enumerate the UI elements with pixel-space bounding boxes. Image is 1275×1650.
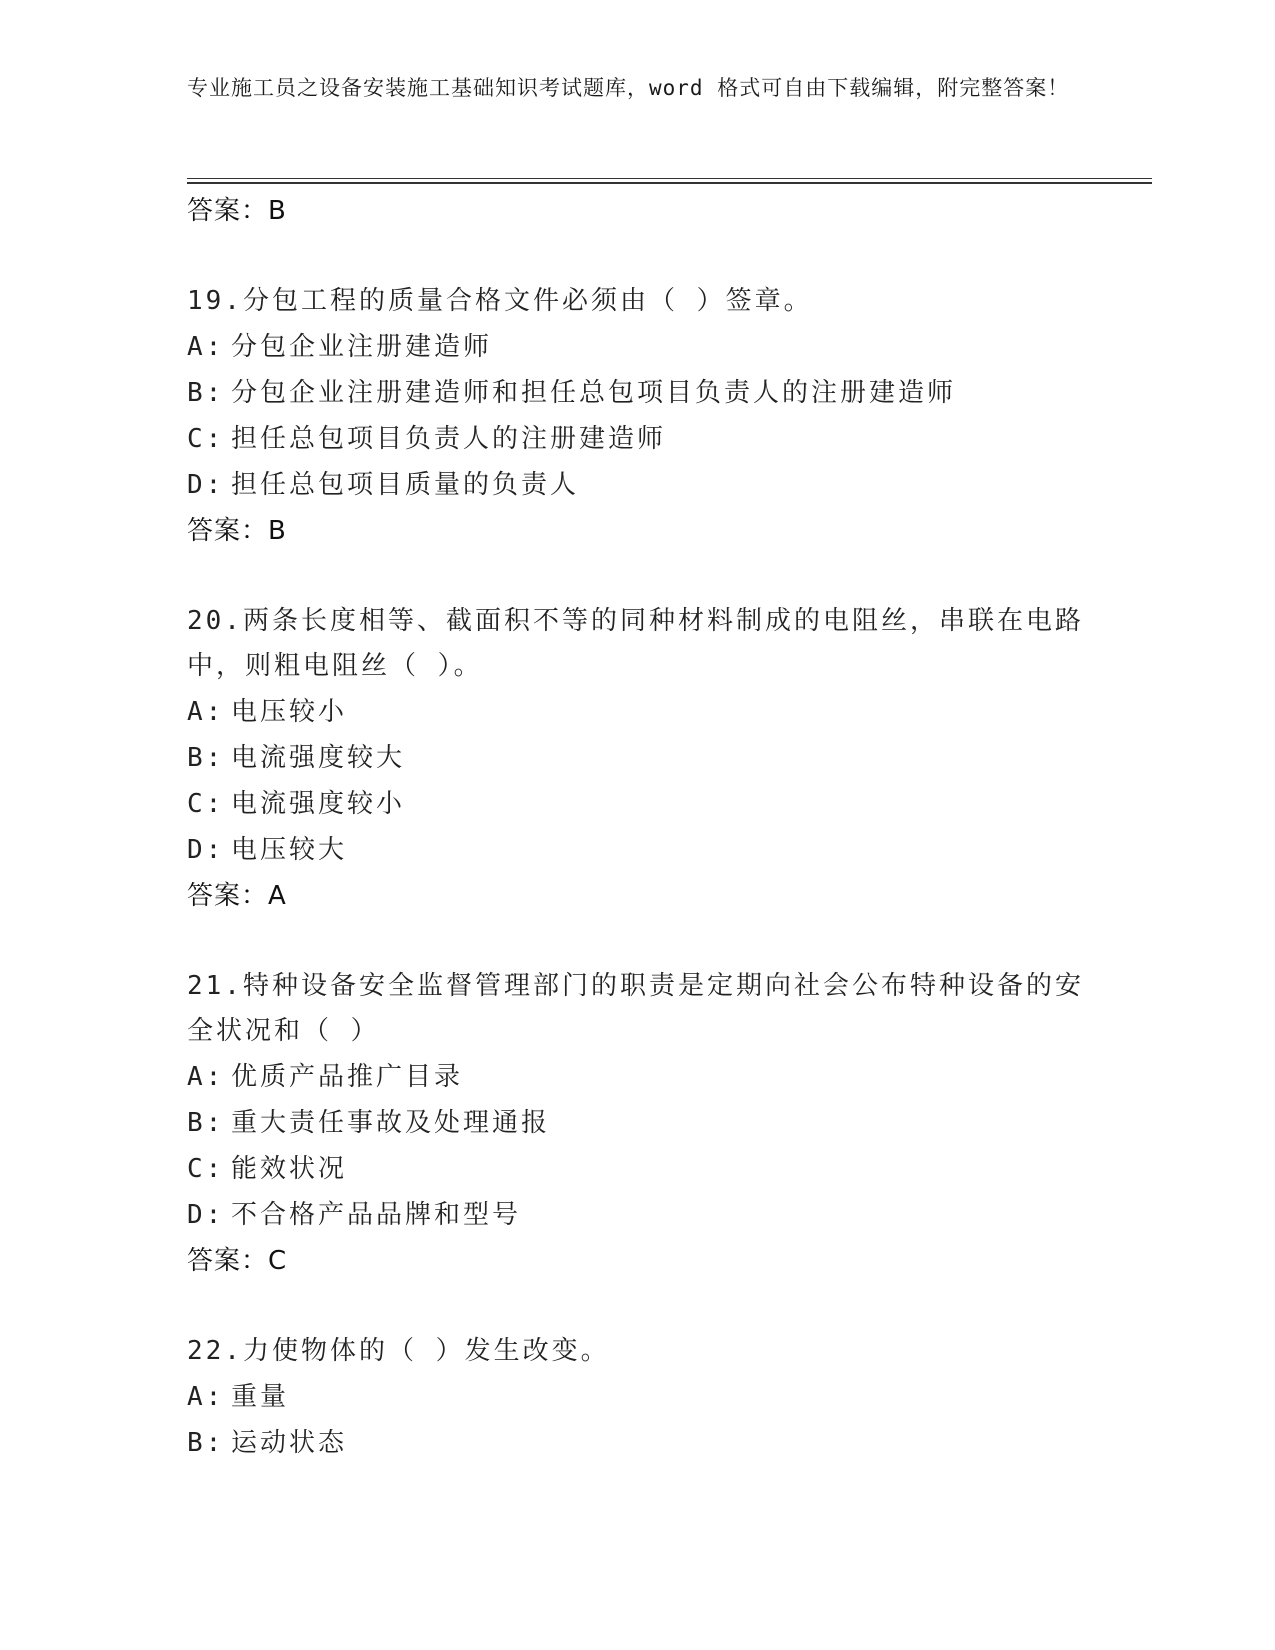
answer-value: C xyxy=(268,1246,288,1276)
option-row xyxy=(187,1374,1087,1420)
page-header: 专业施工员之设备安装施工基础知识考试题库，word 格式可自由下载编辑，附完整答案！ xyxy=(187,76,1070,100)
option-text: 电流强度较小 xyxy=(231,789,406,819)
option-key: D: xyxy=(187,1200,225,1230)
option-key: A: xyxy=(187,1382,225,1412)
option-text: 运动状态 xyxy=(231,1428,348,1458)
answer-line xyxy=(187,188,1087,234)
option-text: 能效状况 xyxy=(231,1154,348,1184)
option-key: B: xyxy=(187,378,225,408)
option-text: 担任总包项目质量的负责人 xyxy=(231,470,580,500)
answer-line xyxy=(187,508,1087,554)
answer-value: B xyxy=(268,196,287,226)
option-key: D: xyxy=(187,470,225,500)
question-stem: 20.两条长度相等、截面积不等的同种材料制成的电阻丝，串联在电路中，则粗电阻丝（ ）。 xyxy=(187,606,1084,681)
question-stem: 22.力使物体的（ ）发生改变。 xyxy=(187,1336,610,1366)
option-key: C: xyxy=(187,1154,225,1184)
question-block xyxy=(187,599,1087,919)
option-text: 电压较大 xyxy=(231,835,348,865)
option-row xyxy=(187,781,1087,827)
option-row xyxy=(187,735,1087,781)
answer-prefix: 答案： xyxy=(187,516,269,546)
answer-prefix: 答案： xyxy=(187,881,269,911)
option-text: 分包企业注册建造师和担任总包项目负责人的注册建造师 xyxy=(231,378,957,408)
question-block xyxy=(187,1329,1087,1466)
option-row xyxy=(187,1054,1087,1100)
option-row xyxy=(187,1100,1087,1146)
option-text: 电压较小 xyxy=(231,697,348,727)
option-key: A: xyxy=(187,332,225,362)
option-row xyxy=(187,1420,1087,1466)
option-row xyxy=(187,416,1087,462)
option-text: 重量 xyxy=(231,1382,290,1412)
question-spacer xyxy=(187,554,1087,599)
header-divider-thin xyxy=(187,178,1152,179)
option-key: D: xyxy=(187,835,225,865)
question-spacer xyxy=(187,1284,1087,1329)
option-row xyxy=(187,1146,1087,1192)
question-block xyxy=(187,964,1087,1284)
answer-line xyxy=(187,1238,1087,1284)
question-stem: 21.特种设备安全监督管理部门的职责是定期向社会公布特种设备的安全状况和（ ） xyxy=(187,971,1084,1046)
question-spacer xyxy=(187,234,1087,279)
question-spacer xyxy=(187,919,1087,964)
option-row xyxy=(187,324,1087,370)
option-text: 电流强度较大 xyxy=(231,743,406,773)
option-row xyxy=(187,827,1087,873)
option-row xyxy=(187,689,1087,735)
option-text: 担任总包项目负责人的注册建造师 xyxy=(231,424,667,454)
question-list xyxy=(187,188,1087,1466)
option-text: 重大责任事故及处理通报 xyxy=(231,1108,551,1138)
option-key: A: xyxy=(187,1062,225,1092)
option-text: 分包企业注册建造师 xyxy=(231,332,493,362)
option-text: 优质产品推广目录 xyxy=(231,1062,464,1092)
answer-prefix: 答案： xyxy=(187,1246,269,1276)
answer-value: A xyxy=(268,881,287,911)
answer-value: B xyxy=(268,516,287,546)
option-row xyxy=(187,370,1087,416)
question-block xyxy=(187,279,1087,554)
answer-prefix: 答案： xyxy=(187,196,269,226)
option-key: B: xyxy=(187,743,225,773)
option-key: B: xyxy=(187,1108,225,1138)
option-key: A: xyxy=(187,697,225,727)
answer-line xyxy=(187,873,1087,919)
option-key: C: xyxy=(187,789,225,819)
option-key: B: xyxy=(187,1428,225,1458)
question-stem: 19.分包工程的质量合格文件必须由（ ）签章。 xyxy=(187,286,813,316)
option-row xyxy=(187,1192,1087,1238)
option-text: 不合格产品品牌和型号 xyxy=(231,1200,522,1230)
option-row xyxy=(187,462,1087,508)
header-divider-thick xyxy=(187,182,1152,184)
option-key: C: xyxy=(187,424,225,454)
